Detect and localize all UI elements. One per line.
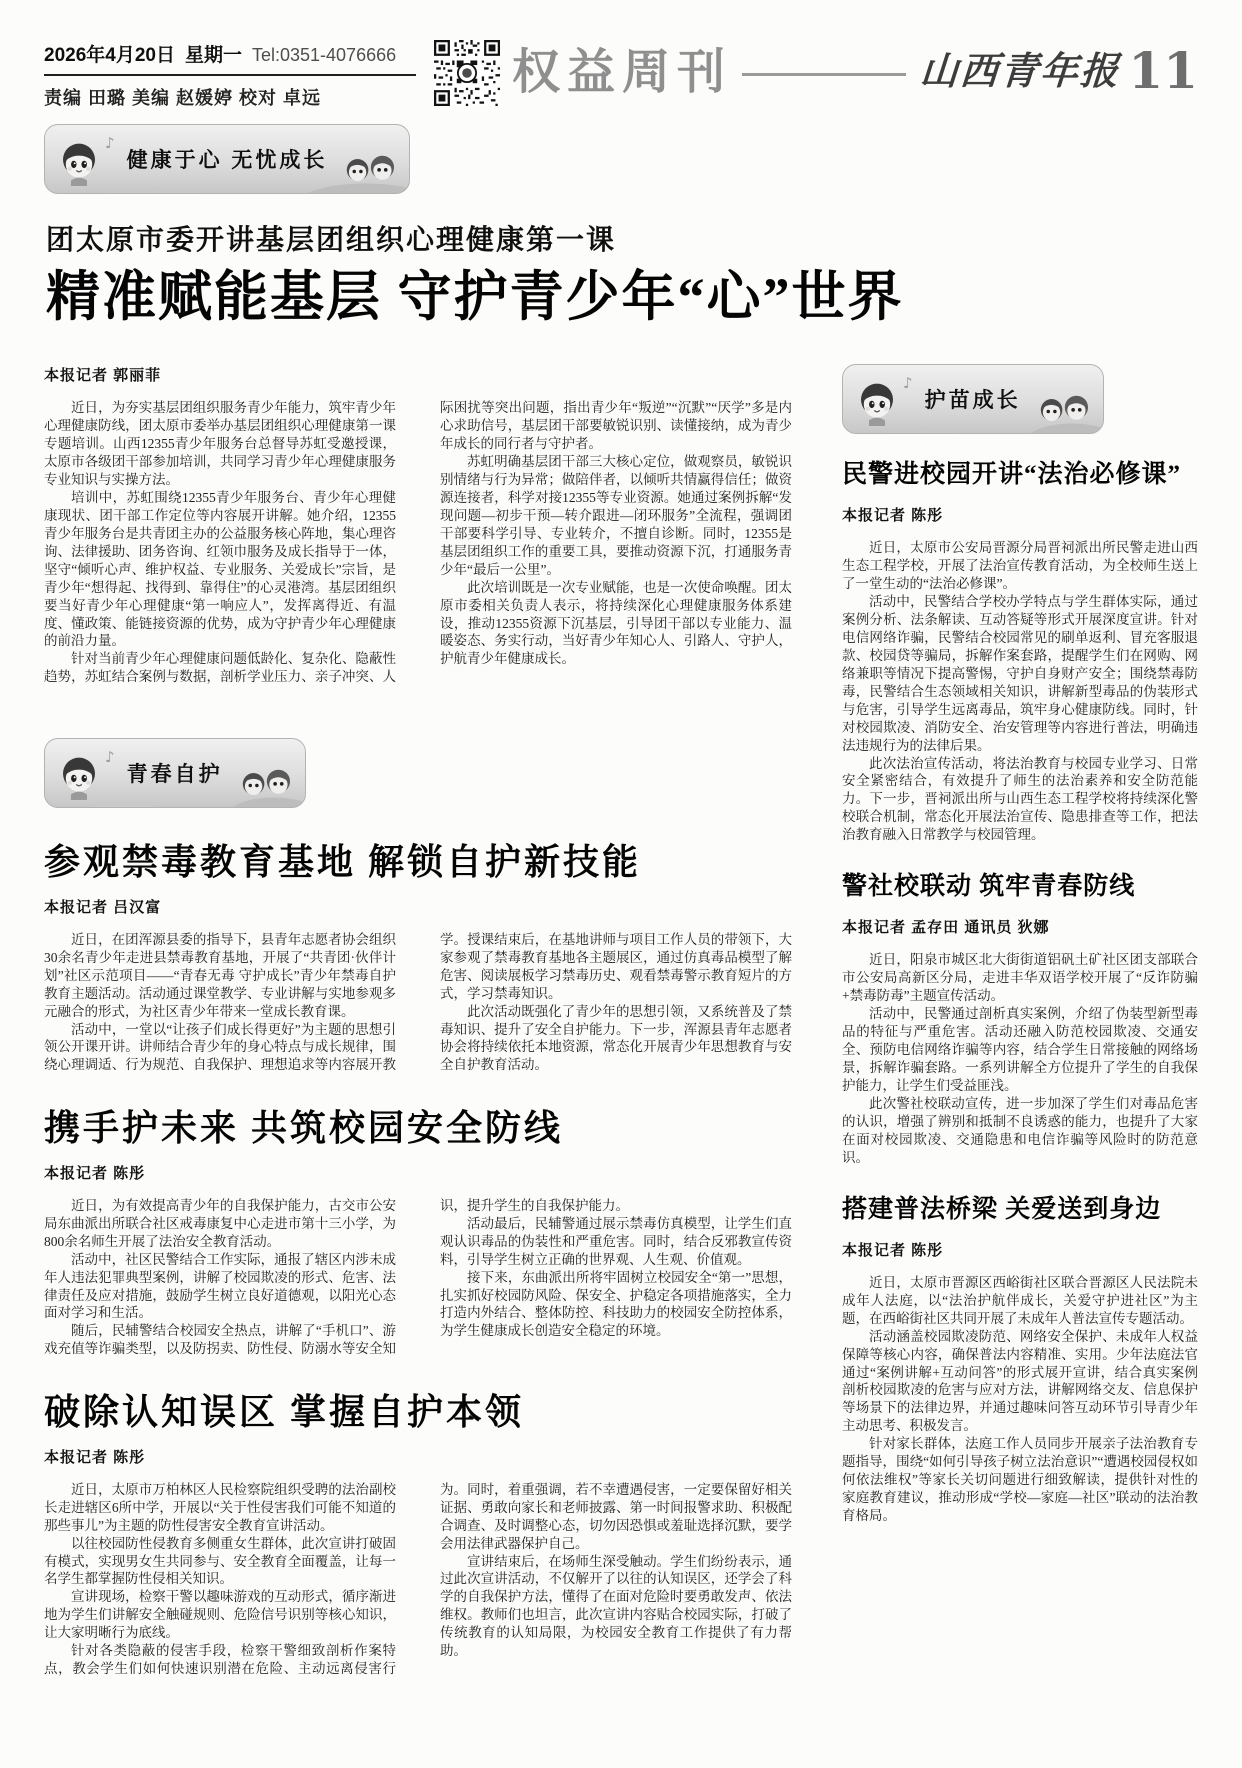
masthead-name: 山西青年报	[918, 51, 1122, 93]
paragraph: 近日，为夯实基层团组织服务青少年能力，筑牢青少年心理健康防线，团太原市委举办基层团组织心理健康第一课专题培训。山西12355青少年服务台总督导苏虹受邀授课，太原市各级团干部参加培训，共同学习青少年心理健康服务专业知识与实操方法。	[44, 400, 396, 487]
badge-row-sprout	[842, 364, 1198, 434]
paragraph: 针对家长群体，法庭工作人员同步开展亲子法治教育专题指导，围绕“如何引导孩子树立法治意识”“遭遇校园侵权如何依法维权”等家长关切问题进行细致解读，提供针对性的家庭教育建议，推动形成“学校—家庭—社区”联动的法治教育格局。	[842, 1436, 1198, 1524]
cartoon-kids-icon	[237, 763, 295, 803]
cartoon-boy-icon	[55, 138, 103, 186]
byline-drug-base: 本报记者 吕汉富	[44, 898, 162, 916]
paragraph: 此次警社校联动宣传，进一步加深了学生们对毒品危害的认识，增强了辨别和抵制不良诱惑的能力，也提升了大家在面对校园欺凌、交通隐患和电信诈骗等风险时的防范意识。	[842, 1095, 1198, 1165]
music-note-icon: ♪	[105, 134, 115, 152]
headline-campus-safety: 携手护未来 共筑校园安全防线	[44, 1108, 564, 1149]
paragraph: 培训中，苏虹围绕12355青少年服务台、青少年心理健康现状、团干部工作定位等内容展开讲解。她介绍，12355青少年服务台是共青团主办的公益服务核心阵地，集心理咨询、法律援助、团务咨询、红领巾服务及成长指导于一体，坚守“倾听心声、维护权益、专业服务、关爱成长”宗旨，是青少年“想得起、找得到、靠得住”的心灵港湾。基层团组织要当好青少年心理健康“第一响应人”，发挥离得近、有温度、懂政策、能链接资源的优势，成为守护青少年心理健康的前沿力量。	[44, 489, 396, 649]
paragraph: 活动最后，民辅警通过展示禁毒仿真模型，让学生们直观认识毒品的伪装性和严重危害。同时，结合反邪教宣传资料，引导学生树立正确的世界观、人生观、价值观。	[440, 1215, 792, 1267]
byline-joint-defense: 本报记者 孟存田 通讯员 狄娜	[842, 919, 1050, 937]
section-badge-self-protection	[44, 738, 306, 808]
badge-row-self-protection	[44, 738, 792, 808]
article-body-drug-base	[44, 931, 792, 1075]
headline-law-bridge: 搭建普法桥梁 关爱送到身边	[842, 1195, 1162, 1223]
date-line	[44, 40, 416, 67]
paragraph: 宣讲结束后，在场师生深受触动。学生们纷纷表示，通过此次宣讲活动，不仅解开了以往的认知误区，还学会了科学的自我保护方法，懂得了在面对危险时要勇敢发声、依法维权。教师们也坦言，此次宣讲内容贴合校园实际，打破了传统教育的认知局限，为校园安全教育工作提供了有力帮助。	[440, 1553, 792, 1659]
left-column	[44, 362, 792, 1678]
cartoon-kids-icon	[341, 149, 399, 189]
header-rule	[742, 73, 906, 76]
paragraph: 活动中，社区民警结合工作实际，通报了辖区内涉未成年人违法犯罪典型案例，讲解了校园欺凌的形式、危害、法律责任及应对措施，鼓励学生树立良好道德观，以阳光心态面对学习和生活。	[44, 1251, 396, 1321]
contact-phone: Tel:0351-4076666	[251, 45, 397, 65]
paragraph: 随后，民辅警结合校园安全热点，讲解了“手机口”、游戏充值等诈骗类型，以及防拐卖、防性侵、防溺水等安全知识，提升学生的自我保护能力。	[44, 1197, 629, 1357]
cartoon-kids-icon	[1035, 389, 1093, 429]
page-header	[0, 0, 1242, 110]
main-headline: 精准赋能基层 守护青少年“心”世界	[46, 267, 904, 327]
weekly-title: 权益周刊	[512, 46, 733, 99]
header-divider	[44, 74, 416, 76]
paragraph: 近日，为有效提高青少年的自我保护能力，古交市公安局东曲派出所联合社区戒毒康复中心走进市第十三小学，为800余名师生开展了法治安全教育活动。	[44, 1197, 396, 1249]
badge-row-health	[0, 124, 1242, 194]
right-column	[842, 362, 1198, 1525]
paragraph: 以往校园防性侵教育多侧重女生群体，此次宣讲打破固有模式，实现男女生共同参与、安全教育全面覆盖，让每一名学生都掌握防性侵相关知识。	[44, 1535, 396, 1587]
article-body-main	[44, 399, 792, 686]
issue-weekday: 星期一	[184, 45, 242, 66]
headline-joint-defense: 警社校联动 筑牢青春防线	[842, 873, 1136, 901]
byline-campus-safety: 本报记者 陈彤	[44, 1164, 146, 1182]
content-area	[0, 362, 1242, 1678]
paragraph: 活动中，民警结合学校办学特点与学生群体实际，通过案例分析、法条解读、互动答疑等形式开展深度宣讲。针对电信网络诈骗，民警结合校园常见的刷单返利、冒充客服退款、校园贷等骗局，拆解作案套路，提醒学生们在网购、网络兼职等情况下提高警惕，守护自身财产安全；围绕禁毒防毒，民警结合生态领域相关知识，讲解新型毒品的伪装形式与危害，引导学生远离毒品，筑牢身心健康防线。同时，针对校园欺凌、消防安全、治安管理等内容进行普法，明确违法违规行为的法律后果。	[842, 593, 1198, 753]
paragraph: 接下来，东曲派出所将牢固树立校园安全“第一”思想，扎实抓好校园防风险、保安全、护稳定各项措施落实，全力打造内外结合、整体防控、科技助力的校园安全防控体系，为学生健康成长创造安全稳定的环境。	[440, 1269, 792, 1339]
cartoon-boy-icon	[55, 752, 103, 800]
paragraph: 宣讲现场，检察干警以趣味游戏的互动形式，循序渐进地为学生们讲解安全触碰规则、危险信号识别等核心知识，让大家明晰行为底线。	[44, 1589, 396, 1641]
byline-self-defense: 本报记者 陈彤	[44, 1448, 146, 1466]
paragraph: 活动涵盖校园欺凌防范、网络安全保护、未成年人权益保障等核心内容，确保普法内容精准、实用。少年法庭法官通过“案例讲解+互动问答”的形式展开宣讲，结合真实案例剖析校园欺凌的危害与应对方法，讲解网络交友、信息保护等场景下的法律边界，并通过趣味问答互动环节引导青少年主动思考、积极发言。	[842, 1328, 1198, 1434]
article-body-joint-defense	[842, 951, 1198, 1166]
headline-law-class: 民警进校园开讲“法治必修课”	[842, 461, 1182, 489]
paragraph: 近日，阳泉市城区北大街街道铝矾土矿社区团支部联合市公安局高新区分局，走进丰华双语学校开展了“反诈防骗+禁毒防毒”主题宣传活动。	[842, 952, 1198, 1004]
paragraph: 近日，在团浑源县委的指导下，县青年志愿者协会组织30余名青少年走进县禁毒教育基地，开展了“共青团·伙伴计划”社区示范项目——“青春无毒 守护成长”青少年禁毒自护教育主题活动。活动通过课堂教学、专业讲解与实地参观多元融合的形式，为社区青少年带来一堂成长教育课。	[44, 931, 396, 1019]
paragraph: 活动中，一堂以“让孩子们成长得更好”为主题的思想引领公开课开讲。讲师结合青少年的身心特点与成长规律，围绕心理调适、行为规范、自我保护、理想追求等内容展开教学。授课结束后，在基地讲师与项目工作人员的带领下，大家参观了禁毒教育基地各主题展区，通过仿真毒品模型了解危害、阅读展板学习禁毒历史、观看禁毒警示教育短片的方式，学习禁毒知识。	[44, 931, 792, 1073]
article-body-law-class	[842, 539, 1198, 844]
cartoon-boy-icon	[853, 378, 901, 426]
section-badge-label: 健康于心 无忧成长	[126, 149, 328, 172]
masthead-meta	[44, 40, 416, 110]
byline-law-bridge: 本报记者 陈彤	[842, 1241, 944, 1259]
issue-date: 2026年4月20日	[44, 45, 175, 66]
section-badge-label: 青春自护	[126, 763, 223, 787]
byline-main: 本报记者 郭丽菲	[44, 367, 162, 385]
paragraph: 针对当前青少年心理健康问题低龄化、复杂化、隐蔽性趋势，苏虹结合案例与数据，剖析学业压力、亲子冲突、人际困扰等突出问题，指出青少年“叛逆”“沉默”“厌学”多是内心求助信号，基层团干部要敏锐识别、读懂接纳，成为青少年成长的同行者与守护者。	[44, 400, 792, 685]
paragraph: 近日，太原市晋源区西峪街社区联合晋源区人民法院未成年人法庭，以“法治护航伴成长，关爱守护进社区”为主题，在西峪街社区共同开展了未成年人普法宣传专题活动。	[842, 1274, 1198, 1326]
article-body-campus-safety	[44, 1197, 792, 1359]
byline-law-class: 本报记者 陈彤	[842, 507, 944, 525]
article-kicker: 团太原市委开讲基层团组织心理健康第一课	[46, 225, 617, 256]
paragraph: 近日，太原市公安局晋源分局晋祠派出所民警走进山西生态工程学校，开展了法治宣传教育活动，为全校师生送上了一堂生动的“法治必修课”。	[842, 540, 1198, 591]
paragraph: 活动中，民警通过剖析真实案例，介绍了伪装型新型毒品的特征与严重危害。活动还融入防范校园欺凌、交通安全、预防电信网络诈骗等内容，结合学生日常接触的网络场景，拆解诈骗套路。一系列讲解全方位提升了学生的自我保护能力，让学生们受益匪浅。	[842, 1006, 1198, 1093]
article-body-self-defense	[44, 1481, 792, 1678]
section-badge-health	[44, 124, 410, 194]
paragraph: 苏虹明确基层团干部三大核心定位，做观察员，敏锐识别情绪与行为异常；做陪伴者，以倾听共情赢得信任；做资源连接者，科学对接12355等专业资源。她通过案例拆解“发现问题—初步干预—转介跟进—闭环服务”全流程，强调团干部要科学引导、专业转介，不擅自诊断。同时，12355是基层团组织工作的重要工具，要推动资源下沉，打通服务青少年“最后一公里”。	[440, 453, 792, 577]
paragraph: 针对各类隐蔽的侵害手段，检察干警细致剖析作案特点，教会学生们如何快速识别潜在危险、主动远离侵害行为。同时，着重强调，若不幸遭遇侵害，一定要保留好相关证据、勇敢向家长和老师披露、第一时间报警求助、积极配合调查、及时调整心态，切勿因恐惧或羞耻选择沉默，要学会用法律武器保护自己。	[44, 1481, 792, 1677]
paragraph: 此次活动既强化了青少年的思想引领，又系统普及了禁毒知识、提升了安全自护能力。下一步，浑源县青年志愿者协会将持续依托本地资源，常态化开展青少年思想教育与安全自护教育活动。	[440, 1003, 792, 1073]
paragraph: 此次法治宣传活动，将法治教育与校园专业学习、日常安全紧密结合，有效提升了师生的法治素养和安全防范能力。下一步，晋祠派出所与山西生态工程学校将持续深化警校联合机制，常态化开展法治宣传、隐患排查等工作，把法治教育融入日常教学与校园管理。	[842, 755, 1198, 843]
editors-line: 责编 田璐 美编 赵媛婷 校对 卓远	[44, 88, 322, 108]
section-badge-sprout	[842, 364, 1104, 434]
paragraph: 近日，太原市万柏林区人民检察院组织受聘的法治副校长走进辖区6所中学，开展以“关于性侵害我们可能不知道的那些事儿”为主题的防性侵害安全教育宣讲活动。	[44, 1481, 396, 1533]
headline-self-defense: 破除认知误区 掌握自护本领	[44, 1392, 525, 1433]
page-number: 11	[1128, 41, 1198, 100]
music-note-icon: ♪	[903, 374, 913, 393]
paragraph: 此次培训既是一次专业赋能，也是一次使命唤醒。团太原市委相关负责人表示，将持续深化心理健康服务体系建设，推动12355资源下沉基层，引导团干部以专业能力、温暖姿态、务实行动，当好青少年知心人、引路人、守护人，护航青少年健康成长。	[440, 579, 792, 667]
qr-code-icon	[434, 40, 500, 106]
music-note-icon: ♪	[105, 748, 115, 767]
headline-drug-base: 参观禁毒教育基地 解锁自护新技能	[44, 842, 642, 883]
section-badge-label: 护苗成长	[924, 389, 1021, 413]
article-body-law-bridge	[842, 1274, 1198, 1525]
